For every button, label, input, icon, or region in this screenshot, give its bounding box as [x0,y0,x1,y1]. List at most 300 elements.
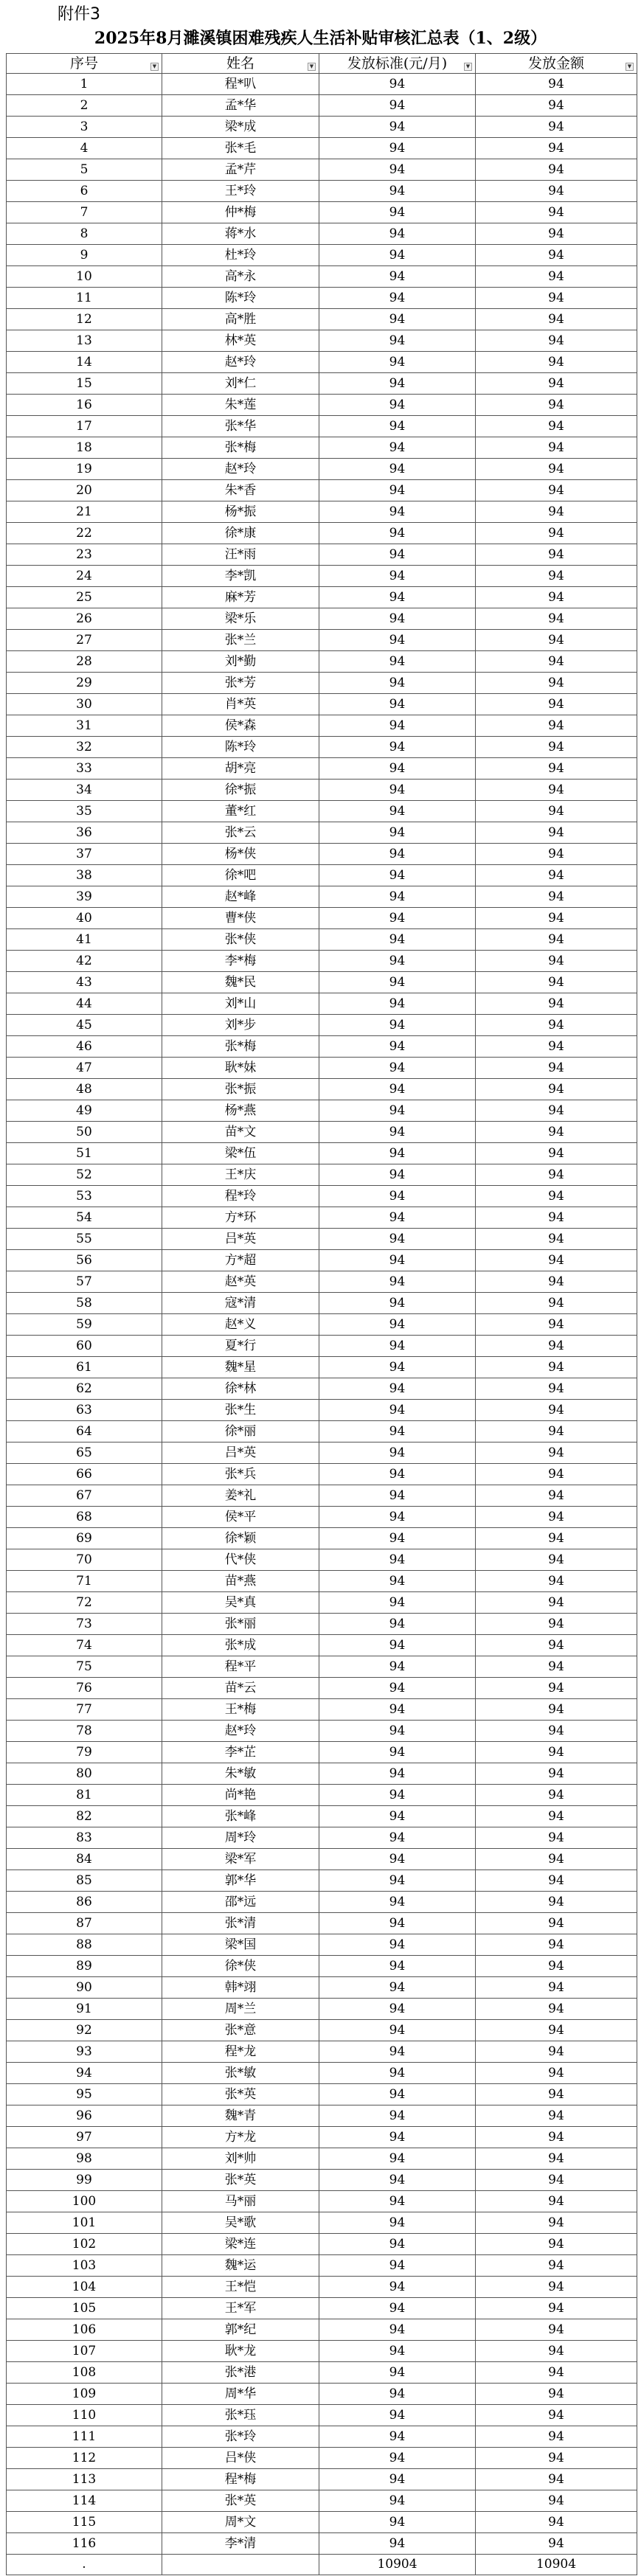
standard-cell: 94 [319,2191,476,2212]
serial-cell: 2 [7,95,162,117]
table-row [7,309,637,330]
page-title: 2025年8月濉溪镇困难残疾人生活补贴审核汇总表（1、2级） [94,29,547,48]
standard-cell: 94 [319,2170,476,2191]
serial-cell: 108 [7,2362,162,2384]
table-row [7,2170,637,2191]
serial-cell: 40 [7,908,162,929]
name-cell: 夏*行 [162,1336,319,1357]
amount-cell: 94 [476,1271,637,1293]
table-row [7,1635,637,1656]
serial-cell: 70 [7,1549,162,1571]
table-row [7,1207,637,1229]
total-standard-cell: 10904 [319,2555,476,2575]
name-cell: 赵*英 [162,1271,319,1293]
table-row [7,630,637,651]
standard-cell: 94 [319,1849,476,1870]
amount-cell: 94 [476,117,637,138]
table-row [7,886,637,908]
table-row [7,2105,637,2127]
name-cell: 程*叭 [162,74,319,95]
name-cell: 胡*亮 [162,758,319,780]
serial-cell: 51 [7,1143,162,1164]
table-row [7,1186,637,1207]
amount-cell: 94 [476,908,637,929]
table-row [7,1421,637,1443]
table-row [7,587,637,608]
dropdown-filter-icon[interactable]: ▼ [464,63,472,71]
serial-cell: 62 [7,1378,162,1400]
amount-cell: 94 [476,501,637,523]
amount-cell: 94 [476,630,637,651]
amount-cell: 94 [476,95,637,117]
serial-cell: 66 [7,1464,162,1485]
name-cell: 孟*华 [162,95,319,117]
table-row [7,1806,637,1827]
name-cell: 张*生 [162,1400,319,1421]
name-cell: 姜*礼 [162,1485,319,1507]
standard-cell: 94 [319,822,476,844]
amount-cell: 94 [476,1571,637,1592]
serial-cell: 46 [7,1036,162,1058]
amount-cell: 94 [476,1507,637,1528]
name-cell: 王*玲 [162,181,319,202]
amount-cell: 94 [476,715,637,737]
name-cell: 李*芷 [162,1742,319,1763]
table-row [7,1678,637,1699]
amount-cell: 94 [476,352,637,373]
table-row [7,245,637,266]
serial-cell: 86 [7,1892,162,1913]
serial-cell: 101 [7,2212,162,2234]
table-row [7,1164,637,1186]
standard-cell: 94 [319,2298,476,2319]
standard-cell: 94 [319,801,476,822]
standard-cell: 94 [319,2362,476,2384]
amount-cell: 94 [476,480,637,501]
name-cell: 张*华 [162,416,319,437]
standard-cell: 94 [319,2341,476,2362]
standard-cell: 94 [319,159,476,181]
name-cell: 程*梅 [162,2469,319,2490]
serial-cell: 4 [7,138,162,159]
column-header-standard [319,54,476,74]
name-cell: 赵*玲 [162,352,319,373]
name-cell: 张*敏 [162,2063,319,2084]
serial-cell: 21 [7,501,162,523]
table-row [7,1464,637,1485]
standard-cell: 94 [319,1164,476,1186]
name-cell: 林*英 [162,330,319,352]
serial-cell: 104 [7,2277,162,2298]
standard-cell: 94 [319,2512,476,2533]
standard-cell: 94 [319,1999,476,2020]
standard-cell: 94 [319,138,476,159]
name-cell: 王*军 [162,2298,319,2319]
name-cell: 张*梅 [162,437,319,459]
column-header-label: 姓名 [226,55,254,72]
serial-cell: 73 [7,1614,162,1635]
amount-cell: 94 [476,844,637,865]
table-row [7,2191,637,2212]
table-row [7,2319,637,2341]
serial-cell: 74 [7,1635,162,1656]
serial-cell: 48 [7,1079,162,1100]
serial-cell: 19 [7,459,162,480]
amount-cell: 94 [476,416,637,437]
standard-cell: 94 [319,309,476,330]
amount-cell: 94 [476,972,637,993]
amount-cell: 94 [476,1827,637,1849]
amount-cell: 94 [476,1100,637,1122]
standard-cell: 94 [319,266,476,288]
name-cell: 魏*青 [162,2105,319,2127]
serial-cell: 27 [7,630,162,651]
standard-cell: 94 [319,1656,476,1678]
name-cell: 方*龙 [162,2127,319,2148]
name-cell: 陈*玲 [162,737,319,758]
table-row [7,95,637,117]
serial-cell: 54 [7,1207,162,1229]
serial-cell: 37 [7,844,162,865]
column-header-label: 序号 [69,55,98,72]
table-row [7,1122,637,1143]
name-cell: 耿*龙 [162,2341,319,2362]
table-row [7,2041,637,2063]
table-row [7,822,637,844]
name-cell: 周*文 [162,2512,319,2533]
table-row [7,501,637,523]
name-cell: 梁*乐 [162,608,319,630]
amount-cell: 94 [476,2105,637,2127]
table-row [7,1015,637,1036]
standard-cell: 94 [319,1464,476,1485]
table-row [7,2148,637,2170]
standard-cell: 94 [319,1207,476,1229]
standard-cell: 94 [319,2277,476,2298]
name-cell: 周*兰 [162,1999,319,2020]
standard-cell: 94 [319,1186,476,1207]
name-cell: 程*平 [162,1656,319,1678]
name-cell: 徐*康 [162,523,319,544]
table-row [7,1785,637,1806]
name-cell: 苗*燕 [162,1571,319,1592]
serial-cell: 50 [7,1122,162,1143]
amount-cell: 94 [476,1892,637,1913]
amount-cell: 94 [476,886,637,908]
serial-cell: 42 [7,951,162,972]
amount-cell: 94 [476,309,637,330]
name-cell: 张*英 [162,2490,319,2512]
table-row [7,651,637,673]
serial-cell: 45 [7,1015,162,1036]
serial-cell: 116 [7,2533,162,2555]
serial-cell: 52 [7,1164,162,1186]
standard-cell: 94 [319,2234,476,2255]
standard-cell: 94 [319,1892,476,1913]
serial-cell: 6 [7,181,162,202]
standard-cell: 94 [319,2212,476,2234]
name-cell: 王*恺 [162,2277,319,2298]
amount-cell: 94 [476,1079,637,1100]
amount-cell: 94 [476,1635,637,1656]
serial-cell: 90 [7,1977,162,1999]
standard-cell: 94 [319,416,476,437]
amount-cell: 94 [476,1699,637,1721]
table-row [7,544,637,566]
table-row [7,1656,637,1678]
table-row [7,2490,637,2512]
amount-cell: 94 [476,1207,637,1229]
standard-cell: 94 [319,651,476,673]
total-name-cell [162,2555,319,2575]
amount-cell: 94 [476,223,637,245]
serial-cell: 65 [7,1443,162,1464]
amount-cell: 94 [476,245,637,266]
serial-cell: 5 [7,159,162,181]
amount-cell: 94 [476,138,637,159]
serial-cell: 12 [7,309,162,330]
total-amount-cell: 10904 [476,2555,637,2575]
amount-cell: 94 [476,1956,637,1977]
table-row [7,2212,637,2234]
standard-cell: 94 [319,1678,476,1699]
name-cell: 仲*梅 [162,202,319,223]
amount-cell: 94 [476,2191,637,2212]
table-row [7,2277,637,2298]
table-row [7,416,637,437]
table-row [7,1378,637,1400]
table-row [7,138,637,159]
name-cell: 朱*敏 [162,1763,319,1785]
serial-cell: 64 [7,1421,162,1443]
name-cell: 刘*山 [162,993,319,1015]
amount-cell: 94 [476,566,637,587]
table-row [7,1143,637,1164]
table-row [7,673,637,694]
table-row [7,715,637,737]
table-row [7,780,637,801]
standard-cell: 94 [319,2041,476,2063]
standard-cell: 94 [319,288,476,309]
table-row [7,2405,637,2426]
dropdown-filter-icon[interactable]: ▼ [626,63,634,71]
amount-cell: 94 [476,1314,637,1336]
table-row [7,608,637,630]
serial-cell: 26 [7,608,162,630]
table-row [7,330,637,352]
amount-cell: 94 [476,587,637,608]
standard-cell: 94 [319,1763,476,1785]
amount-cell: 94 [476,1250,637,1271]
amount-cell: 94 [476,1058,637,1079]
table-row [7,74,637,95]
name-cell: 张*振 [162,1079,319,1100]
table-row [7,1614,637,1635]
amount-cell: 94 [476,1977,637,1999]
column-header-serial [7,54,162,74]
serial-cell: 71 [7,1571,162,1592]
name-cell: 吕*英 [162,1443,319,1464]
dropdown-filter-icon[interactable]: ▼ [308,63,316,71]
amount-cell: 94 [476,2127,637,2148]
name-cell: 李*梅 [162,951,319,972]
standard-cell: 94 [319,2084,476,2105]
serial-cell: 94 [7,2063,162,2084]
standard-cell: 94 [319,1250,476,1271]
table-row [7,1699,637,1721]
serial-cell: 34 [7,780,162,801]
amount-cell: 94 [476,2405,637,2426]
standard-cell: 94 [319,951,476,972]
table-row [7,1400,637,1421]
standard-cell: 94 [319,1079,476,1100]
standard-cell: 94 [319,2384,476,2405]
table-row [7,223,637,245]
header-row [7,54,637,74]
name-cell: 刘*仁 [162,373,319,395]
standard-cell: 94 [319,117,476,138]
serial-cell: 79 [7,1742,162,1763]
standard-cell: 94 [319,2127,476,2148]
name-cell: 王*梅 [162,1699,319,1721]
serial-cell: 1 [7,74,162,95]
table-row [7,1827,637,1849]
standard-cell: 94 [319,2063,476,2084]
table-row [7,1079,637,1100]
serial-cell: 102 [7,2234,162,2255]
amount-cell: 94 [476,523,637,544]
amount-cell: 94 [476,2426,637,2448]
serial-cell: 82 [7,1806,162,1827]
serial-cell: 57 [7,1271,162,1293]
table-row [7,459,637,480]
serial-cell: 39 [7,886,162,908]
standard-cell: 94 [319,1742,476,1763]
serial-cell: 43 [7,972,162,993]
name-cell: 魏*运 [162,2255,319,2277]
table-row [7,2469,637,2490]
standard-cell: 94 [319,1528,476,1549]
table-row [7,694,637,715]
standard-cell: 94 [319,1571,476,1592]
name-cell: 杨*侠 [162,844,319,865]
standard-cell: 94 [319,694,476,715]
standard-cell: 94 [319,1956,476,1977]
serial-cell: 87 [7,1913,162,1934]
name-cell: 杜*玲 [162,245,319,266]
name-cell: 张*云 [162,822,319,844]
table-row [7,1229,637,1250]
table-row [7,1293,637,1314]
serial-cell: 24 [7,566,162,587]
standard-cell: 94 [319,908,476,929]
amount-cell: 94 [476,2148,637,2170]
amount-cell: 94 [476,2063,637,2084]
serial-cell: 36 [7,822,162,844]
amount-cell: 94 [476,2469,637,2490]
name-cell: 方*超 [162,1250,319,1271]
standard-cell: 94 [319,395,476,416]
standard-cell: 94 [319,1977,476,1999]
name-cell: 张*玲 [162,2426,319,2448]
serial-cell: 106 [7,2319,162,2341]
name-cell: 张*梅 [162,1036,319,1058]
dropdown-filter-icon[interactable]: ▼ [150,63,159,71]
table-row [7,1250,637,1271]
name-cell: 杨*振 [162,501,319,523]
serial-cell: 88 [7,1934,162,1956]
name-cell: 张*英 [162,2170,319,2191]
amount-cell: 94 [476,780,637,801]
amount-cell: 94 [476,1485,637,1507]
table-row [7,1100,637,1122]
name-cell: 汪*雨 [162,544,319,566]
serial-cell: 53 [7,1186,162,1207]
name-cell: 赵*峰 [162,886,319,908]
standard-cell: 94 [319,886,476,908]
serial-cell: 110 [7,2405,162,2426]
serial-cell: 69 [7,1528,162,1549]
table-row [7,566,637,587]
serial-cell: 111 [7,2426,162,2448]
standard-cell: 94 [319,74,476,95]
table-row [7,1870,637,1892]
amount-cell: 94 [476,181,637,202]
table-row [7,2533,637,2555]
amount-cell: 94 [476,1999,637,2020]
table-row [7,117,637,138]
serial-cell: 89 [7,1956,162,1977]
table-row [7,1763,637,1785]
name-cell: 周*玲 [162,1827,319,1849]
serial-cell: 93 [7,2041,162,2063]
standard-cell: 94 [319,1400,476,1421]
serial-cell: 60 [7,1336,162,1357]
serial-cell: 95 [7,2084,162,2105]
amount-cell: 94 [476,1443,637,1464]
name-cell: 吕*英 [162,1229,319,1250]
serial-cell: 72 [7,1592,162,1614]
table-row [7,2426,637,2448]
name-cell: 赵*玲 [162,459,319,480]
serial-cell: 80 [7,1763,162,1785]
name-cell: 高*永 [162,266,319,288]
name-cell: 程*龙 [162,2041,319,2063]
standard-cell: 94 [319,181,476,202]
serial-cell: 63 [7,1400,162,1421]
column-header-label: 发放金额 [527,55,584,72]
table-row [7,1549,637,1571]
amount-cell: 94 [476,929,637,951]
standard-cell: 94 [319,737,476,758]
table-row [7,1999,637,2020]
name-cell: 刘*勤 [162,651,319,673]
serial-cell: 91 [7,1999,162,2020]
name-cell: 吴*真 [162,1592,319,1614]
standard-cell: 94 [319,480,476,501]
serial-cell: 13 [7,330,162,352]
standard-cell: 94 [319,1036,476,1058]
standard-cell: 94 [319,2490,476,2512]
table-row [7,373,637,395]
name-cell: 肖*英 [162,694,319,715]
standard-cell: 94 [319,1336,476,1357]
table-row [7,993,637,1015]
serial-cell: 56 [7,1250,162,1271]
table-row [7,523,637,544]
serial-cell: 10 [7,266,162,288]
table-row [7,1485,637,1507]
